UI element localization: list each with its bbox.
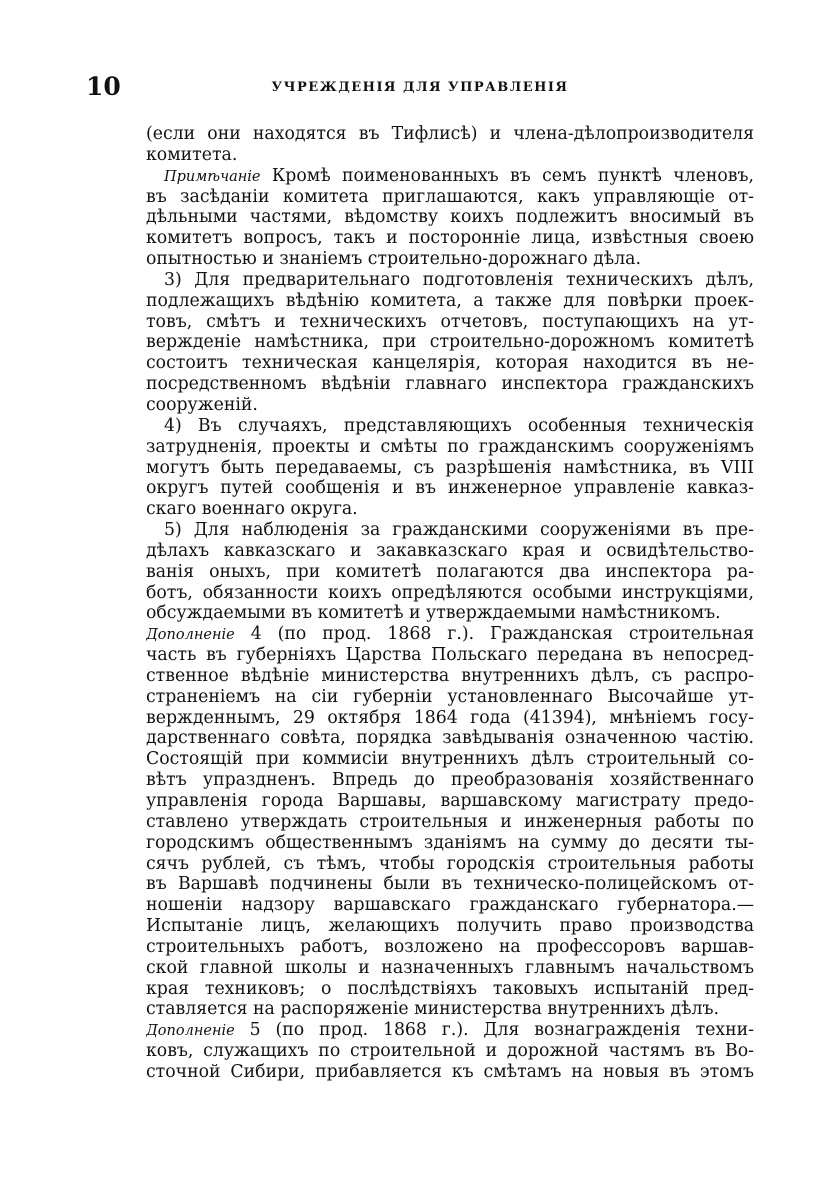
text-line	[146, 812, 754, 833]
text-line	[146, 395, 754, 416]
section-label: Дополненіе	[146, 1023, 235, 1040]
text-line	[146, 958, 754, 979]
section-label: Дополненіе	[146, 627, 235, 644]
text-line	[146, 124, 754, 145]
line-text: ставляется на распоряженіе министерства внутреннихъ дѣлъ.	[146, 999, 720, 1020]
line-text: ственное вѣдѣніе министерства внутреннихъ дѣлъ, съ распро-	[146, 665, 754, 686]
text-line	[146, 895, 754, 916]
line-text: ской главной школы и назначенныхъ главнымъ начальствомъ	[146, 957, 754, 978]
text-line	[146, 645, 754, 666]
line-text: комитетъ вопросъ, такъ и посторонніе лица, извѣстныя своею	[146, 228, 754, 249]
text-line	[146, 1020, 754, 1041]
line-text: затрудненія, проекты и смѣты по гражданскимъ сооруженіямъ	[146, 436, 754, 457]
line-text: вержденіе намѣстника, при строительно-дорожномъ комитетѣ	[146, 332, 754, 353]
line-text: вержденнымъ, 29 октября 1864 года (41394), мнѣніемъ госу-	[146, 707, 754, 728]
text-line	[146, 207, 754, 228]
text-line	[146, 437, 754, 458]
line-text: 5) Для наблюденія за гражданскими сооруженіями въ пре-	[164, 520, 754, 541]
line-text: могутъ быть передаваемы, съ разрѣшенія намѣстника, въ VIII	[146, 457, 754, 478]
text-line	[146, 416, 754, 437]
text-line	[146, 541, 754, 562]
text-line	[146, 583, 754, 604]
line-text: (если они находятся въ Тифлисѣ) и члена-дѣлопроизводителя	[146, 124, 754, 144]
text-line	[146, 499, 754, 520]
line-text: дѣльными частями, вѣдомству коихъ подлежитъ вносимый въ	[146, 207, 754, 228]
text-line	[146, 312, 754, 333]
text-line	[146, 1062, 754, 1083]
text-line	[146, 478, 754, 499]
text-line	[146, 624, 754, 645]
text-line	[146, 833, 754, 854]
line-text: часть въ губерніяхъ Царства Польскаго передана въ непосред-	[146, 645, 754, 666]
line-text: дѣлахъ кавказскаго и закавказскаго края и освидѣтельство-	[146, 540, 754, 561]
line-text: 4 (по прод. 1868 г.). Гражданская строительная	[234, 624, 754, 645]
text-line	[146, 791, 754, 812]
text-line	[146, 374, 754, 395]
line-text: ботъ, обязанности коихъ опредѣляются особыми инструкціями,	[146, 582, 754, 603]
text-line	[146, 1041, 754, 1062]
page-header	[86, 72, 754, 102]
page-number: 10	[86, 72, 121, 101]
line-text: опытностью и знаніемъ строительно-дорожнаго дѣла.	[146, 249, 641, 270]
text-line	[146, 145, 754, 166]
text-line	[146, 353, 754, 374]
text-line	[146, 332, 754, 353]
text-line	[146, 249, 754, 270]
text-line	[146, 999, 754, 1020]
line-text: 4) Въ случаяхъ, представляющихъ особенныя техническія	[164, 415, 754, 436]
line-text: 3) Для предварительнаго подготовленія техническихъ дѣлъ,	[164, 269, 754, 290]
text-line	[146, 166, 754, 187]
line-text: обсуждаемыми въ комитетѣ и утверждаемыми намѣстникомъ.	[146, 603, 721, 624]
text-line	[146, 687, 754, 708]
text-line	[146, 979, 754, 1000]
line-text: Испытаніе лицъ, желающихъ получить право производства	[146, 916, 754, 937]
section-label: Примѣчаніе	[164, 168, 261, 185]
line-text: Состоящій при коммисіи внутреннихъ дѣлъ строительный со-	[146, 749, 754, 770]
text-line	[146, 562, 754, 583]
line-text: сточной Сибири, прибавляется къ смѣтамъ на новыя въ этомъ	[146, 1061, 754, 1082]
text-line	[146, 458, 754, 479]
line-text: въ засѣданіи комитета приглашаются, какъ управляющіе от-	[146, 186, 754, 207]
text-line	[146, 270, 754, 291]
running-title: УЧРЕЖДЕНІЯ ДЛЯ УПРАВЛЕНІЯ	[271, 80, 569, 95]
line-text: посредственномъ вѣдѣніи главнаго инспектора гражданскихъ	[146, 374, 754, 395]
text-line	[146, 874, 754, 895]
line-text: сячъ рублей, съ тѣмъ, чтобы городскія строительныя работы	[146, 853, 754, 874]
line-text: въ Варшавѣ подчинены были въ техническо-полицейскомъ от-	[146, 874, 754, 895]
line-text: строительныхъ работъ, возложено на профессоровъ варшав-	[146, 936, 754, 957]
text-line	[146, 708, 754, 729]
text-line	[146, 937, 754, 958]
text-line	[146, 728, 754, 749]
body-text	[146, 124, 754, 1083]
line-text: состоитъ техническая канцелярія, которая находится въ не-	[146, 353, 754, 374]
line-text: Кромѣ поименованныхъ въ семъ пунктѣ членовъ,	[260, 165, 754, 186]
line-text: комитета.	[146, 144, 238, 165]
line-text: вѣтъ упраздненъ. Впредь до преобразованія хозяйственнаго	[146, 770, 754, 791]
line-text: дарственнаго совѣта, порядка завѣдыванія означенною частію.	[146, 728, 754, 749]
line-text: округъ путей сообщенія и въ инженерное управленіе кавказ-	[146, 478, 754, 499]
line-text: ношеніи надзору варшавскаго гражданскаго губернатора.—	[146, 895, 754, 916]
line-text: управленія города Варшавы, варшавскому магистрату предо-	[146, 791, 754, 811]
line-text: 5 (по прод. 1868 г.). Для вознагражденія техни-	[234, 1020, 754, 1041]
line-text: подлежащихъ вѣдѣнію комитета, а также для повѣрки проек-	[146, 290, 754, 311]
text-line	[146, 916, 754, 937]
line-text: ванія оныхъ, при комитетѣ полагаются два инспектора ра-	[146, 561, 754, 582]
line-text: ставлено утверждать строительныя и инженерныя работы по	[146, 811, 754, 832]
text-line	[146, 520, 754, 541]
line-text: края техниковъ; о послѣдствіяхъ таковыхъ испытаній пред-	[146, 978, 754, 999]
text-line	[146, 854, 754, 875]
text-line	[146, 291, 754, 312]
line-text: сооруженій.	[146, 394, 258, 415]
line-text: ковъ, служащихъ по строительной и дорожной частямъ въ Во-	[146, 1041, 754, 1062]
line-text: товъ, смѣтъ и техническихъ отчетовъ, поступающихъ на ут-	[146, 311, 754, 332]
line-text: скаго военнаго округа.	[146, 499, 358, 520]
text-line	[146, 770, 754, 791]
text-line	[146, 187, 754, 208]
text-line	[146, 228, 754, 249]
text-line	[146, 749, 754, 770]
line-text: городскимъ общественнымъ зданіямъ на сумму до десяти ты-	[146, 832, 754, 853]
text-line	[146, 603, 754, 624]
text-line	[146, 666, 754, 687]
line-text: страненіемъ на сіи губерніи установленнаго Высочайше ут-	[146, 686, 754, 707]
